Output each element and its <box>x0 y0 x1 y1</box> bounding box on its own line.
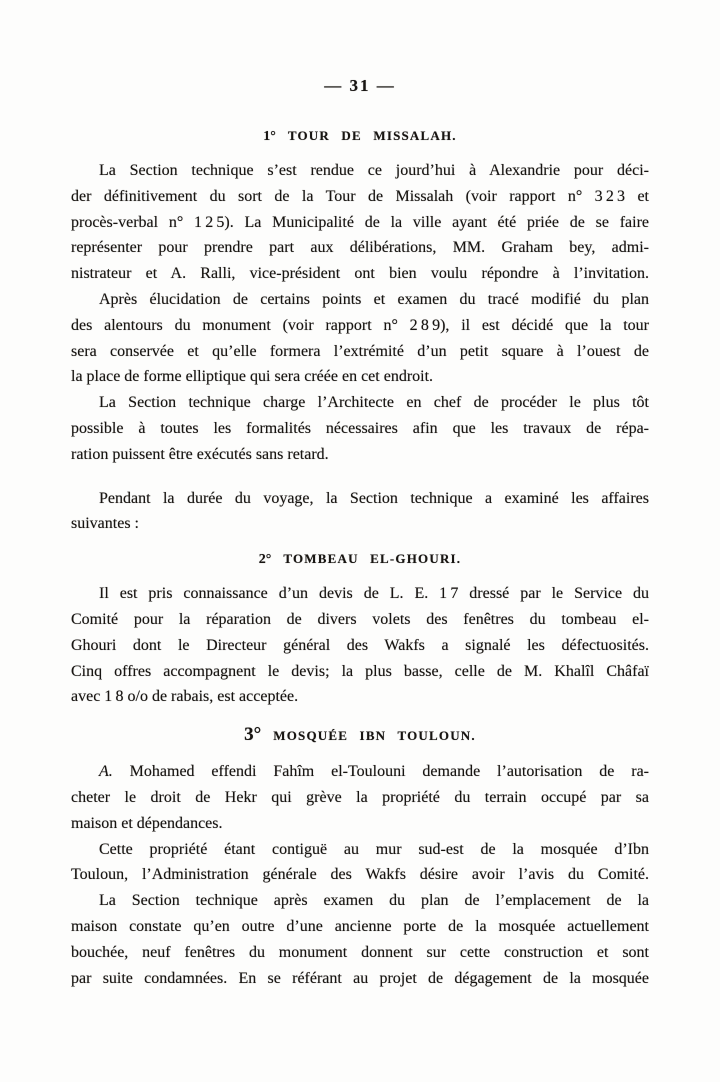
paragraph-interlude <box>71 486 649 538</box>
page-content <box>71 0 649 991</box>
text-line: Après élucidation de certains points et examen du tracé modifié du plan <box>99 290 649 308</box>
text-line: Ghouri dont le Directeur général des Wakfs a signalé les défectuosités. <box>71 636 649 654</box>
section-2-title: TOMBEAU EL-GHOURI. <box>283 551 462 567</box>
text-line: la place de forme elliptique qui sera créée en cet endroit. <box>71 368 434 386</box>
paragraph-4 <box>71 581 649 710</box>
paragraph-2 <box>71 287 649 390</box>
section-1-number: 1° <box>263 129 276 144</box>
text-line <box>71 759 649 785</box>
text-line: Cinq offres accompagnent le devis; la plus basse, celle de M. Khalîl Châfaï <box>71 662 649 680</box>
paragraph-6 <box>71 837 649 889</box>
text-line: par suite condamnées. En se référant au projet de dégagement de la mosquée <box>71 969 649 987</box>
text-line: La Section technique s’est rendue ce jourd’hui à Alexandrie pour déci- <box>99 162 649 179</box>
text-line: La Section technique après examen du plan de l’emplacement de la <box>99 892 649 910</box>
text-line: procès-verbal n° 1 2 5). La Municipalité de la ville ayant été priée de se faire <box>71 213 649 231</box>
paragraph-1 <box>71 158 649 287</box>
text-line: ration puissent être exécutés sans retard. <box>71 445 329 463</box>
text-line: Pendant la durée du voyage, la Section technique a examiné les affaires <box>99 489 649 507</box>
text-line: der définitivement du sort de la Tour de Missalah (voir rapport n° 3 2 3 et <box>71 187 649 205</box>
text-line: cheter le droit de Hekr qui grève la propriété du terrain occupé par sa <box>71 788 649 806</box>
paragraph-7 <box>71 888 649 991</box>
section-2-number: 2° <box>258 552 272 568</box>
text-line: maison et dépendances. <box>71 814 223 832</box>
section-1-title: TOUR DE MISSALAH. <box>287 128 457 143</box>
text-line: suivantes : <box>71 515 139 533</box>
section-2-heading <box>71 551 649 568</box>
text-line: Cette propriété étant contiguë au mur sud-est de la mosquée d’Ibn <box>99 840 649 858</box>
text-line: Comité pour la réparation de divers volets des fenêtres du tombeau el- <box>71 610 649 628</box>
text-line: nistrateur et A. Ralli, vice-président ont bien voulu répondre à l’invitation. <box>71 265 649 283</box>
text-line: bouchée, neuf fenêtres du monument donnent sur cette construction et sont <box>71 943 649 961</box>
text-line: Il est pris connaissance d’un devis de L. E. 1 7 dressé par le Service du <box>99 585 649 603</box>
italic-initial: A. <box>99 763 113 781</box>
page-number: — 31 — <box>324 76 396 95</box>
text-line: maison constate qu’en outre d’une ancienne porte de la mosquée actuellement <box>71 917 649 935</box>
section-3-heading <box>71 724 649 746</box>
text-line: avec 1 8 o/o de rabais, est acceptée. <box>71 688 299 706</box>
text-line: La Section technique charge l’Architecte en chef de procéder le plus tôt <box>99 394 649 412</box>
text-line: représenter pour prendre part aux délibérations, MM. Graham bey, admi- <box>71 239 649 257</box>
text-line: Touloun, l’Administration générale des Wakfs désire avoir l’avis du Comité. <box>71 866 649 884</box>
text-line-rest: Mohamed effendi Fahîm el-Toulouni demande l’autorisation de ra- <box>112 763 649 781</box>
text-line: sera conservée et qu’elle formera l’extrémité d’un petit square à l’ouest de <box>71 342 649 360</box>
section-3-title: MOSQUÉE IBN TOULOUN. <box>273 728 476 744</box>
text-line: des alentours du monument (voir rapport n° 2 8 9), il est décidé que la tour <box>71 316 649 334</box>
text-line: possible à toutes les formalités nécessaires afin que les travaux de répa- <box>71 419 649 437</box>
section-3-number: 3° <box>244 724 262 746</box>
paragraph-5 <box>71 759 649 836</box>
section-1-heading <box>71 128 649 145</box>
paragraph-3 <box>71 390 649 467</box>
